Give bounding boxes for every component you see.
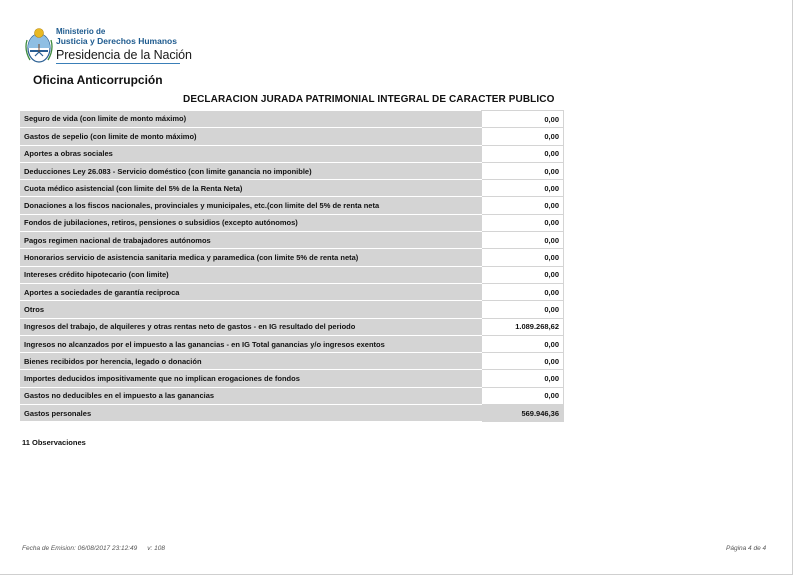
row-value: 0,00 — [482, 214, 564, 231]
row-label: Intereses crédito hipotecario (con limite) — [20, 266, 482, 283]
argentina-coat-of-arms-icon — [24, 26, 54, 66]
branding-divider — [56, 63, 180, 64]
deductions-table — [20, 110, 564, 422]
table-row — [20, 283, 564, 300]
emission-footer — [22, 545, 165, 552]
row-value: 0,00 — [482, 145, 564, 162]
table-row — [20, 162, 564, 179]
row-value: 0,00 — [482, 266, 564, 283]
row-value: 0,00 — [482, 335, 564, 352]
row-value: 0,00 — [482, 301, 564, 318]
row-label: Pagos regimen nacional de trabajadores autónomos — [20, 232, 482, 249]
row-value: 0,00 — [482, 387, 564, 404]
row-value: 0,00 — [482, 249, 564, 266]
row-label: Honorarios servicio de asistencia sanitaria medica y paramedica (con limite 5% de renta neta) — [20, 249, 482, 266]
observations-heading: 11 Observaciones — [22, 438, 86, 447]
ministry-name-line2: Justicia y Derechos Humanos — [56, 36, 177, 46]
row-value: 0,00 — [482, 128, 564, 145]
ministry-branding — [56, 28, 192, 61]
presidency-name: Presidencia de la Nación — [56, 47, 192, 62]
table-row — [20, 387, 564, 404]
row-value: 0,00 — [482, 197, 564, 214]
table-row — [20, 266, 564, 283]
row-label: Seguro de vida (con limite de monto máximo) — [20, 111, 482, 128]
table-row — [20, 128, 564, 145]
deductions-table-body — [20, 111, 564, 422]
table-row — [20, 214, 564, 231]
row-value: 569.946,36 — [482, 405, 564, 422]
table-row — [20, 197, 564, 214]
table-row — [20, 145, 564, 162]
table-row — [20, 335, 564, 352]
table-row — [20, 249, 564, 266]
row-value: 1.089.268,62 — [482, 318, 564, 335]
row-value: 0,00 — [482, 283, 564, 300]
page-number: Página 4 de 4 — [726, 545, 767, 552]
row-value: 0,00 — [482, 370, 564, 387]
row-label: Deducciones Ley 26.083 - Servicio doméstico (con limite ganancia no imponible) — [20, 162, 482, 179]
document-title: DECLARACION JURADA PATRIMONIAL INTEGRAL DE CARACTER PUBLICO — [183, 94, 555, 105]
row-label: Gastos personales — [20, 405, 482, 422]
emission-date: Fecha de Emision: 06/08/2017 23:12:49 — [22, 545, 138, 552]
ministry-name-line1: Ministerio de — [56, 27, 106, 36]
row-value: 0,00 — [482, 232, 564, 249]
row-value: 0,00 — [482, 162, 564, 179]
row-label: Aportes a obras sociales — [20, 145, 482, 162]
row-label: Otros — [20, 301, 482, 318]
row-label: Donaciones a los fiscos nacionales, provinciales y municipales, etc.(con limite del 5% de renta neta — [20, 197, 482, 214]
row-label: Aportes a sociedades de garantía reciproca — [20, 283, 482, 300]
table-row — [20, 353, 564, 370]
version-label: v: 108 — [147, 545, 165, 552]
row-value: 0,00 — [482, 353, 564, 370]
row-label: Gastos de sepelio (con limite de monto máximo) — [20, 128, 482, 145]
table-row — [20, 301, 564, 318]
row-label: Ingresos no alcanzados por el impuesto a las ganancias - en IG Total ganancias y/o ingresos exentos — [20, 335, 482, 352]
row-value: 0,00 — [482, 111, 564, 128]
table-row — [20, 111, 564, 128]
row-label: Ingresos del trabajo, de alquileres y otras rentas neto de gastos - en IG resultado del periodo — [20, 318, 482, 335]
row-label: Gastos no deducibles en el impuesto a las ganancias — [20, 387, 482, 404]
row-value: 0,00 — [482, 180, 564, 197]
table-row — [20, 405, 564, 422]
table-row — [20, 180, 564, 197]
row-label: Bienes recibidos por herencia, legado o donación — [20, 353, 482, 370]
office-title: Oficina Anticorrupción — [33, 73, 163, 87]
row-label: Fondos de jubilaciones, retiros, pensiones o subsidios (excepto autónomos) — [20, 214, 482, 231]
table-row — [20, 318, 564, 335]
table-row — [20, 232, 564, 249]
table-row — [20, 370, 564, 387]
row-label: Importes deducidos impositivamente que no implican erogaciones de fondos — [20, 370, 482, 387]
row-label: Cuota médico asistencial (con limite del 5% de la Renta Neta) — [20, 180, 482, 197]
